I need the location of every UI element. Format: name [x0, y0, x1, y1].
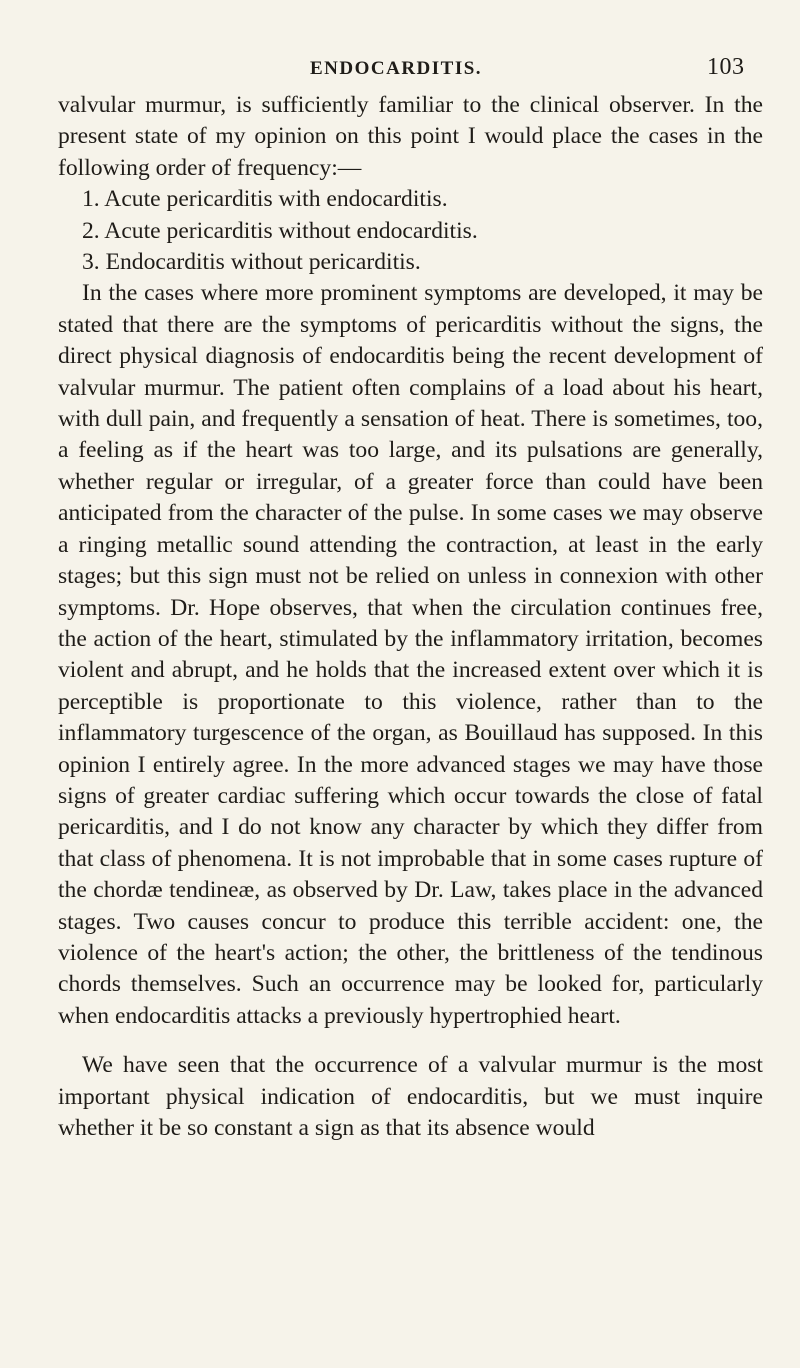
- body-text: [58, 90, 763, 1144]
- list-item: 2. Acute pericarditis without endocarditis.: [82, 217, 478, 244]
- page-number: 103: [707, 54, 745, 80]
- paragraph-valvular-murmur: We have seen that the occurrence of a valvular murmur is the most important physical indication of endocarditis, but we must inquire whether it be so constant a sign as that its absence would: [58, 1052, 763, 1141]
- intro-paragraph: valvular murmur, is sufficiently familiar to the clinical observer. In the present state of my opinion on this point I would place the cases in the following order of frequency:—: [58, 92, 763, 181]
- paragraph-symptoms: In the cases where more prominent symptoms are developed, it may be stated that there are the symptoms of pericarditis without the signs, the direct physical diagnosis of endocarditis being the recent development of valvular murmur. The patient often complains of a load about his heart, with dull pain, and frequently a sensation of heat. There is sometimes, too, a feeling as if the heart was too large, and its pulsations are generally, whether regular or irregular, of a greater force than could have been anticipated from the character of the pulse. In some cases we may observe a ringing metallic sound attending the contraction, at least in the early stages; but this sign must not be relied on unless in connexion with other symptoms. Dr. Hope observes, that when the circulation continues free, the action of the heart, stimulated by the inflammatory irritation, becomes violent and abrupt, and he holds that the increased extent over which it is perceptible is proportionate to this violence, rather than to the inflammatory turgescence of the organ, as Bouillaud has supposed. In this opinion I entirely agree. In the more advanced stages we may have those signs of greater cardiac suffering which occur towards the close of fatal pericarditis, and I do not know any character by which they differ from that class of phenomena. It is not improbable that in some cases rupture of the chordæ tendineæ, as observed by Dr. Law, takes place in the advanced stages. Two causes concur to produce this terrible accident: one, the violence of the heart's action; the other, the brittleness of the tendinous chords themselves. Such an occurrence may be looked for, particularly when endocarditis attacks a previously hypertrophied heart.: [58, 280, 763, 1029]
- list-item: 1. Acute pericarditis with endocarditis.: [82, 186, 448, 213]
- running-title: ENDOCARDITIS.: [310, 58, 483, 79]
- list-item: 3. Endocarditis without pericarditis.: [82, 249, 421, 276]
